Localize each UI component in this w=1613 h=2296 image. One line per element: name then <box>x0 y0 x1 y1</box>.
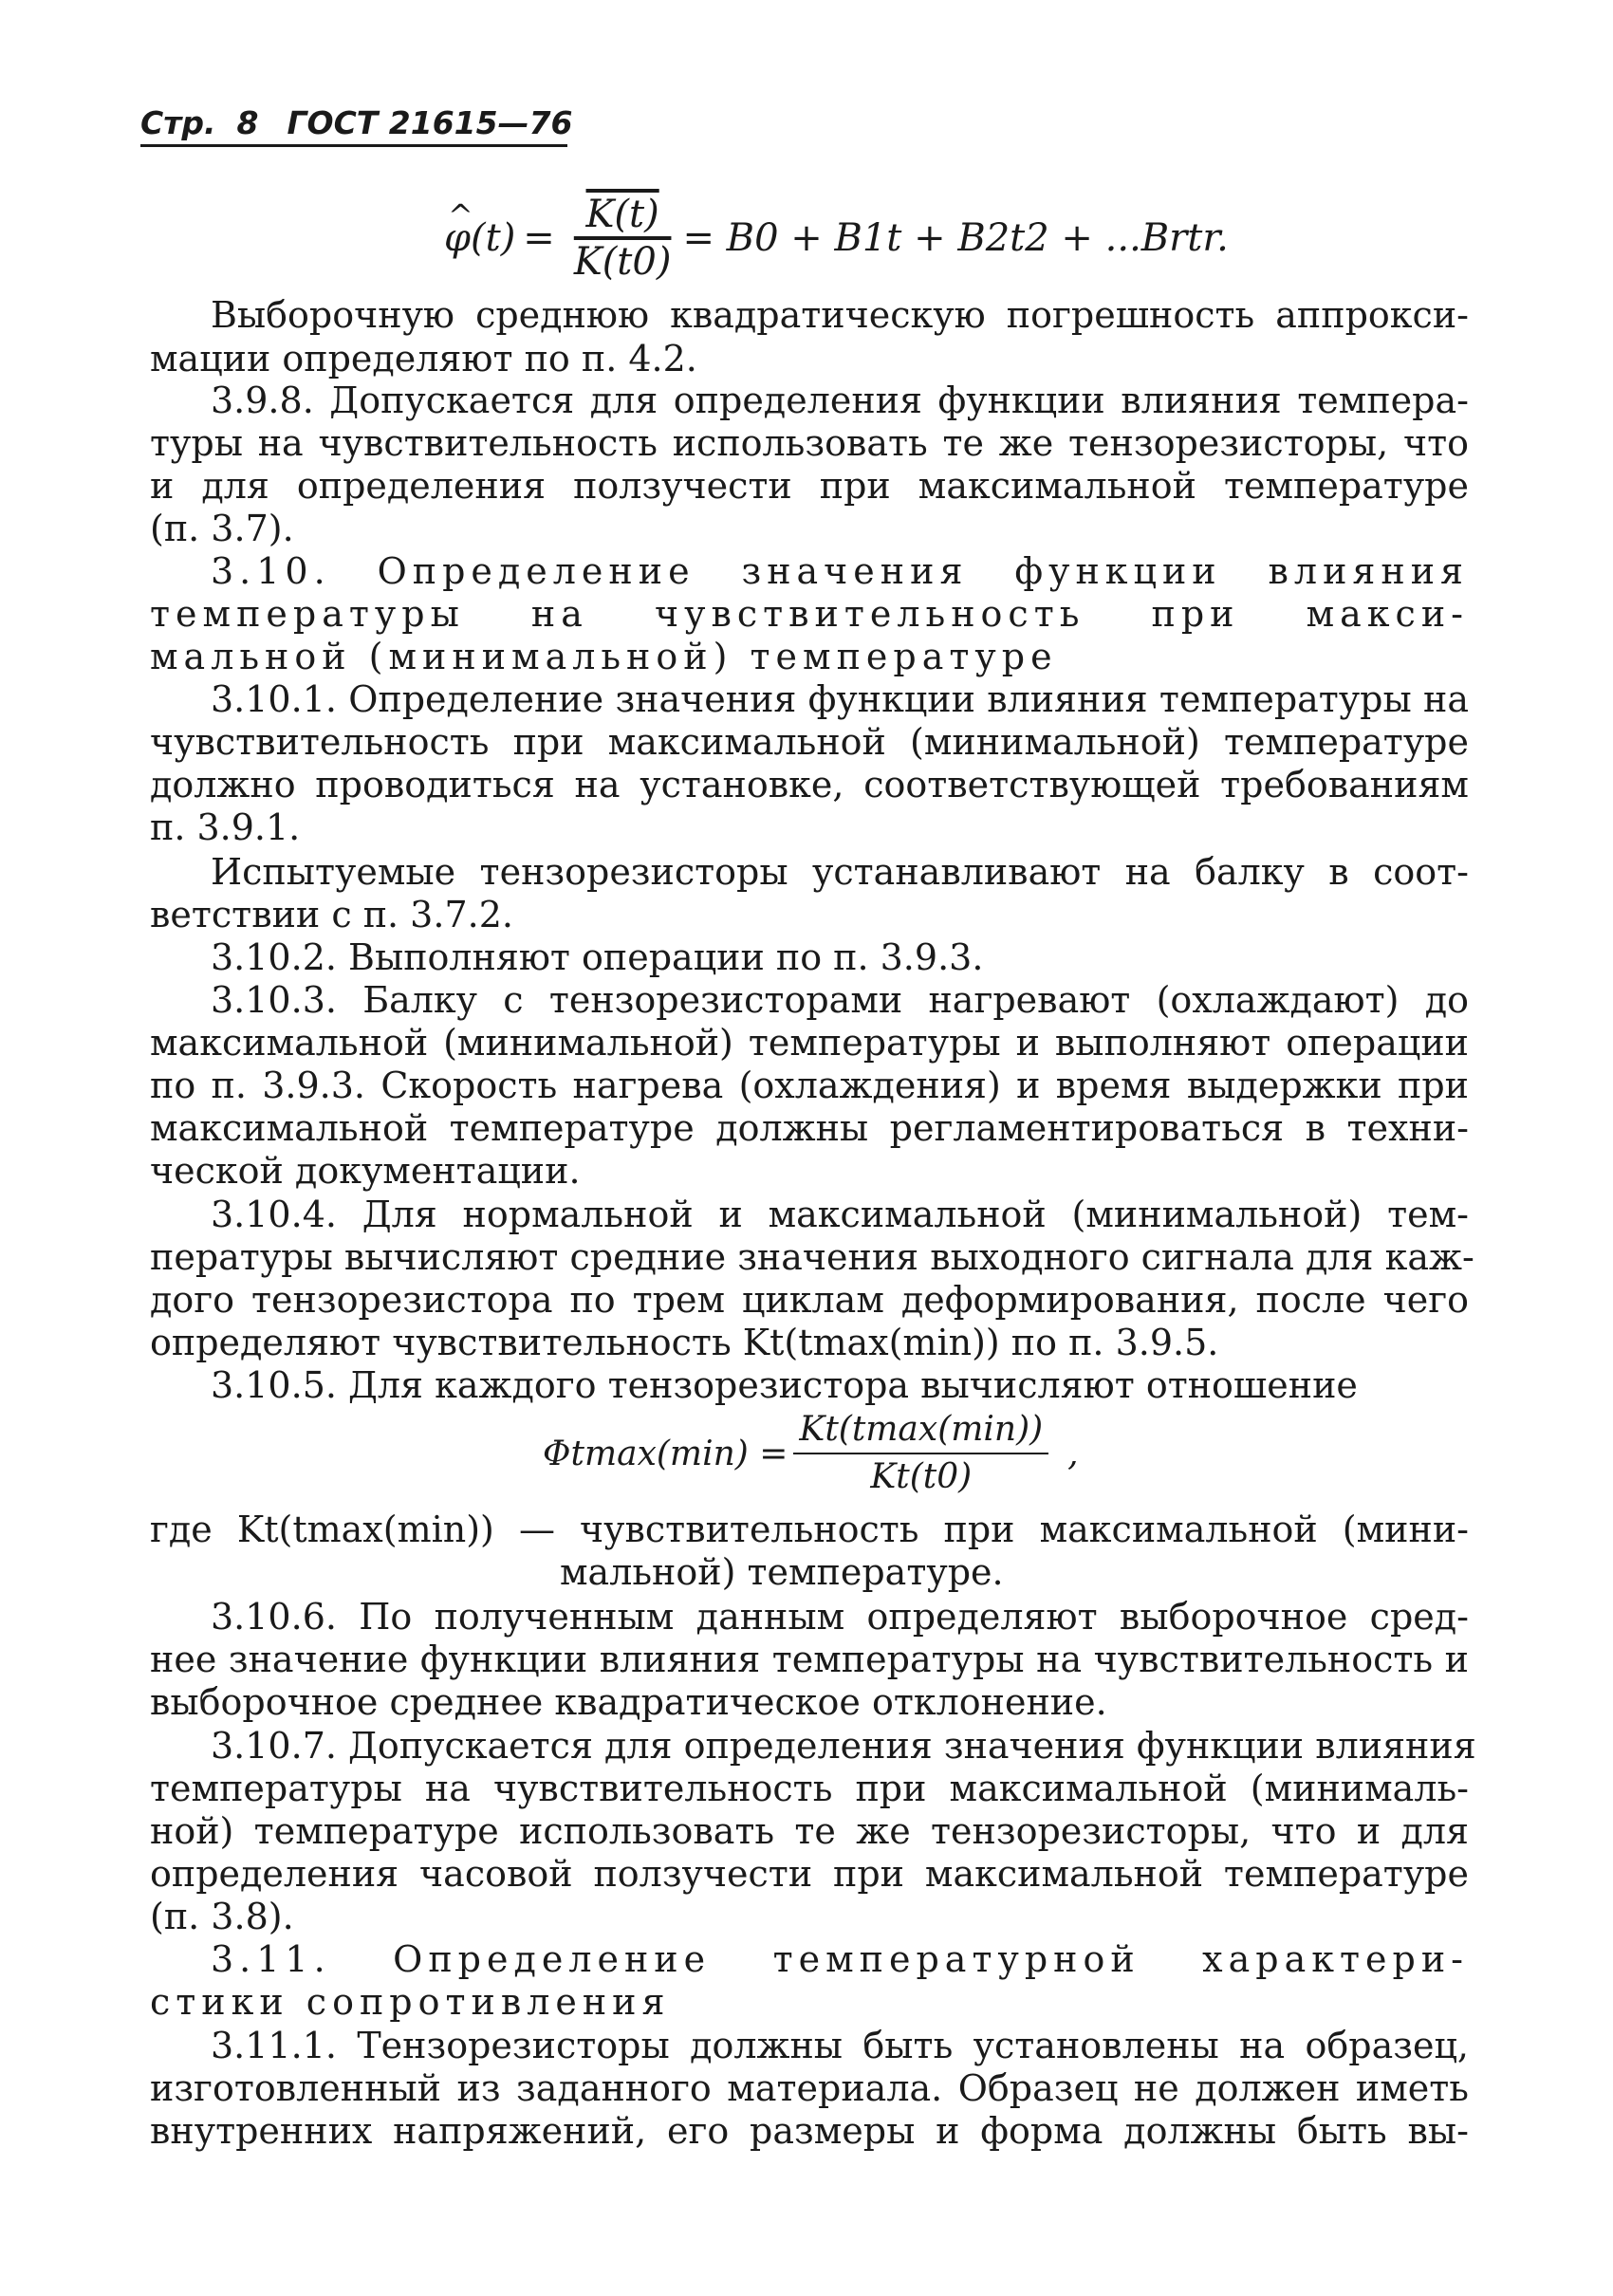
formula-approximation: ^ φ(t) = $\frac{K(t)}{K(t0)}$ = B0 + B1t + B2t2 + ...Brtr. <box>444 186 1229 290</box>
text-line: определяют чувствительность Kt(tmax(min)) по п. 3.9.5. <box>150 1322 1219 1363</box>
formula-denominator: K(t0) <box>573 240 672 284</box>
text-line: мальной) температуре. <box>560 1551 1004 1593</box>
text-line: ной) температуре использовать те же тензорезисторы, что и для <box>150 1810 1469 1852</box>
text-line: Испытуемые тензорезисторы устанавливают на балку в соот- <box>211 851 1469 893</box>
text-line: Выборочную среднюю квадратическую погрешность аппрокси- <box>211 294 1469 336</box>
text-line: 3.10.4. Для нормальной и максимальной (минимальной) тем- <box>211 1194 1469 1235</box>
formula-ratio <box>543 1406 1079 1501</box>
text-line: нее значение функции влияния температуры на чувствительность и <box>150 1639 1469 1680</box>
text-line: ветствии с п. 3.7.2. <box>150 894 513 935</box>
formula-lhs: ^ φ(t) <box>444 216 515 260</box>
text-line: внутренних напряжений, его размеры и форма должны быть вы- <box>150 2110 1469 2152</box>
text-line: (п. 3.7). <box>150 508 294 549</box>
text-line: по п. 3.9.3. Скорость нагрева (охлаждения) и время выдержки при <box>150 1065 1469 1106</box>
text-line: 3.10.5. Для каждого тензорезистора вычисляют отношение <box>211 1364 1358 1406</box>
ratio-fraction <box>793 1409 1048 1498</box>
ratio-tail: , <box>1067 1434 1079 1473</box>
section-heading: мальной (минимальной) температуре <box>150 636 1058 677</box>
text-line: чувствительность при максимальной (минимальной) температуре <box>150 721 1469 763</box>
ratio-lhs: Φtmax(min) = <box>543 1434 788 1473</box>
page-prefix: Стр. <box>140 104 216 141</box>
text-line: 3.10.6. По полученным данным определяют выборочное сред- <box>211 1596 1469 1638</box>
formula-fraction <box>568 194 677 283</box>
text-line: максимальной (минимальной) температуры и выполняют операции <box>150 1022 1469 1064</box>
text-line: (п. 3.8). <box>150 1896 294 1937</box>
text-line: где Kt(tmax(min)) — чувствительность при максимальной (мини- <box>150 1509 1469 1550</box>
text-line: п. 3.9.1. <box>150 806 301 848</box>
text-line: 3.9.8. Допускается для определения функции влияния темпера- <box>211 380 1469 421</box>
ratio-denominator: Kt(t0) <box>870 1457 973 1496</box>
section-heading: 3.11. Определение температурной характери- <box>211 1938 1469 1980</box>
text-line: изготовленный из заданного материала. Образец не должен иметь <box>150 2067 1469 2109</box>
ratio-numerator: Kt(tmax(min)) <box>793 1409 1048 1454</box>
text-line: дого тензорезистора по трем циклам деформирования, после чего <box>150 1279 1469 1321</box>
text-line: мации определяют по п. 4.2. <box>150 338 697 380</box>
text-line: пературы вычисляют средние значения выходного сигнала для каж- <box>150 1236 1474 1278</box>
standard-designation: ГОСТ 21615—76 <box>287 104 573 141</box>
text-line: 3.10.2. Выполняют операции по п. 3.9.3. <box>211 936 984 978</box>
section-heading: стики сопротивления <box>150 1981 671 2023</box>
text-line: 3.10.7. Допускается для определения значения функции влияния <box>211 1725 1476 1767</box>
text-line: должно проводиться на установке, соответствующей требованиям <box>150 764 1469 805</box>
text-line: температуры на чувствительность при максимальной (минималь- <box>150 1768 1469 1809</box>
formula-numerator: K(t) <box>581 194 665 239</box>
page-number: 8 <box>236 104 259 141</box>
page-header <box>140 102 573 147</box>
text-line: туры на чувствительность использовать те же тензорезисторы, что <box>150 422 1469 464</box>
text-line: выборочное среднее квадратическое отклонение. <box>150 1681 1107 1723</box>
text-line: 3.10.3. Балку с тензорезисторами нагревают (охлаждают) до <box>211 979 1469 1021</box>
text-line: 3.11.1. Тензорезисторы должны быть установлены на образец, <box>211 2025 1469 2066</box>
formula-rhs: = B0 + B1t + B2t2 + ...Brtr. <box>682 216 1229 260</box>
text-line: максимальной температуре должны регламентироваться в техни- <box>150 1107 1469 1149</box>
text-line: ческой документации. <box>150 1150 581 1192</box>
text-line: 3.10.1. Определение значения функции влияния температуры на <box>211 678 1469 720</box>
text-line: определения часовой ползучести при максимальной температуре <box>150 1853 1469 1895</box>
section-heading: 3.10. Определение значения функции влияния <box>211 550 1469 592</box>
section-heading: температуры на чувствительность при макси- <box>150 593 1469 635</box>
text-line: и для определения ползучести при максимальной температуре <box>150 465 1469 507</box>
